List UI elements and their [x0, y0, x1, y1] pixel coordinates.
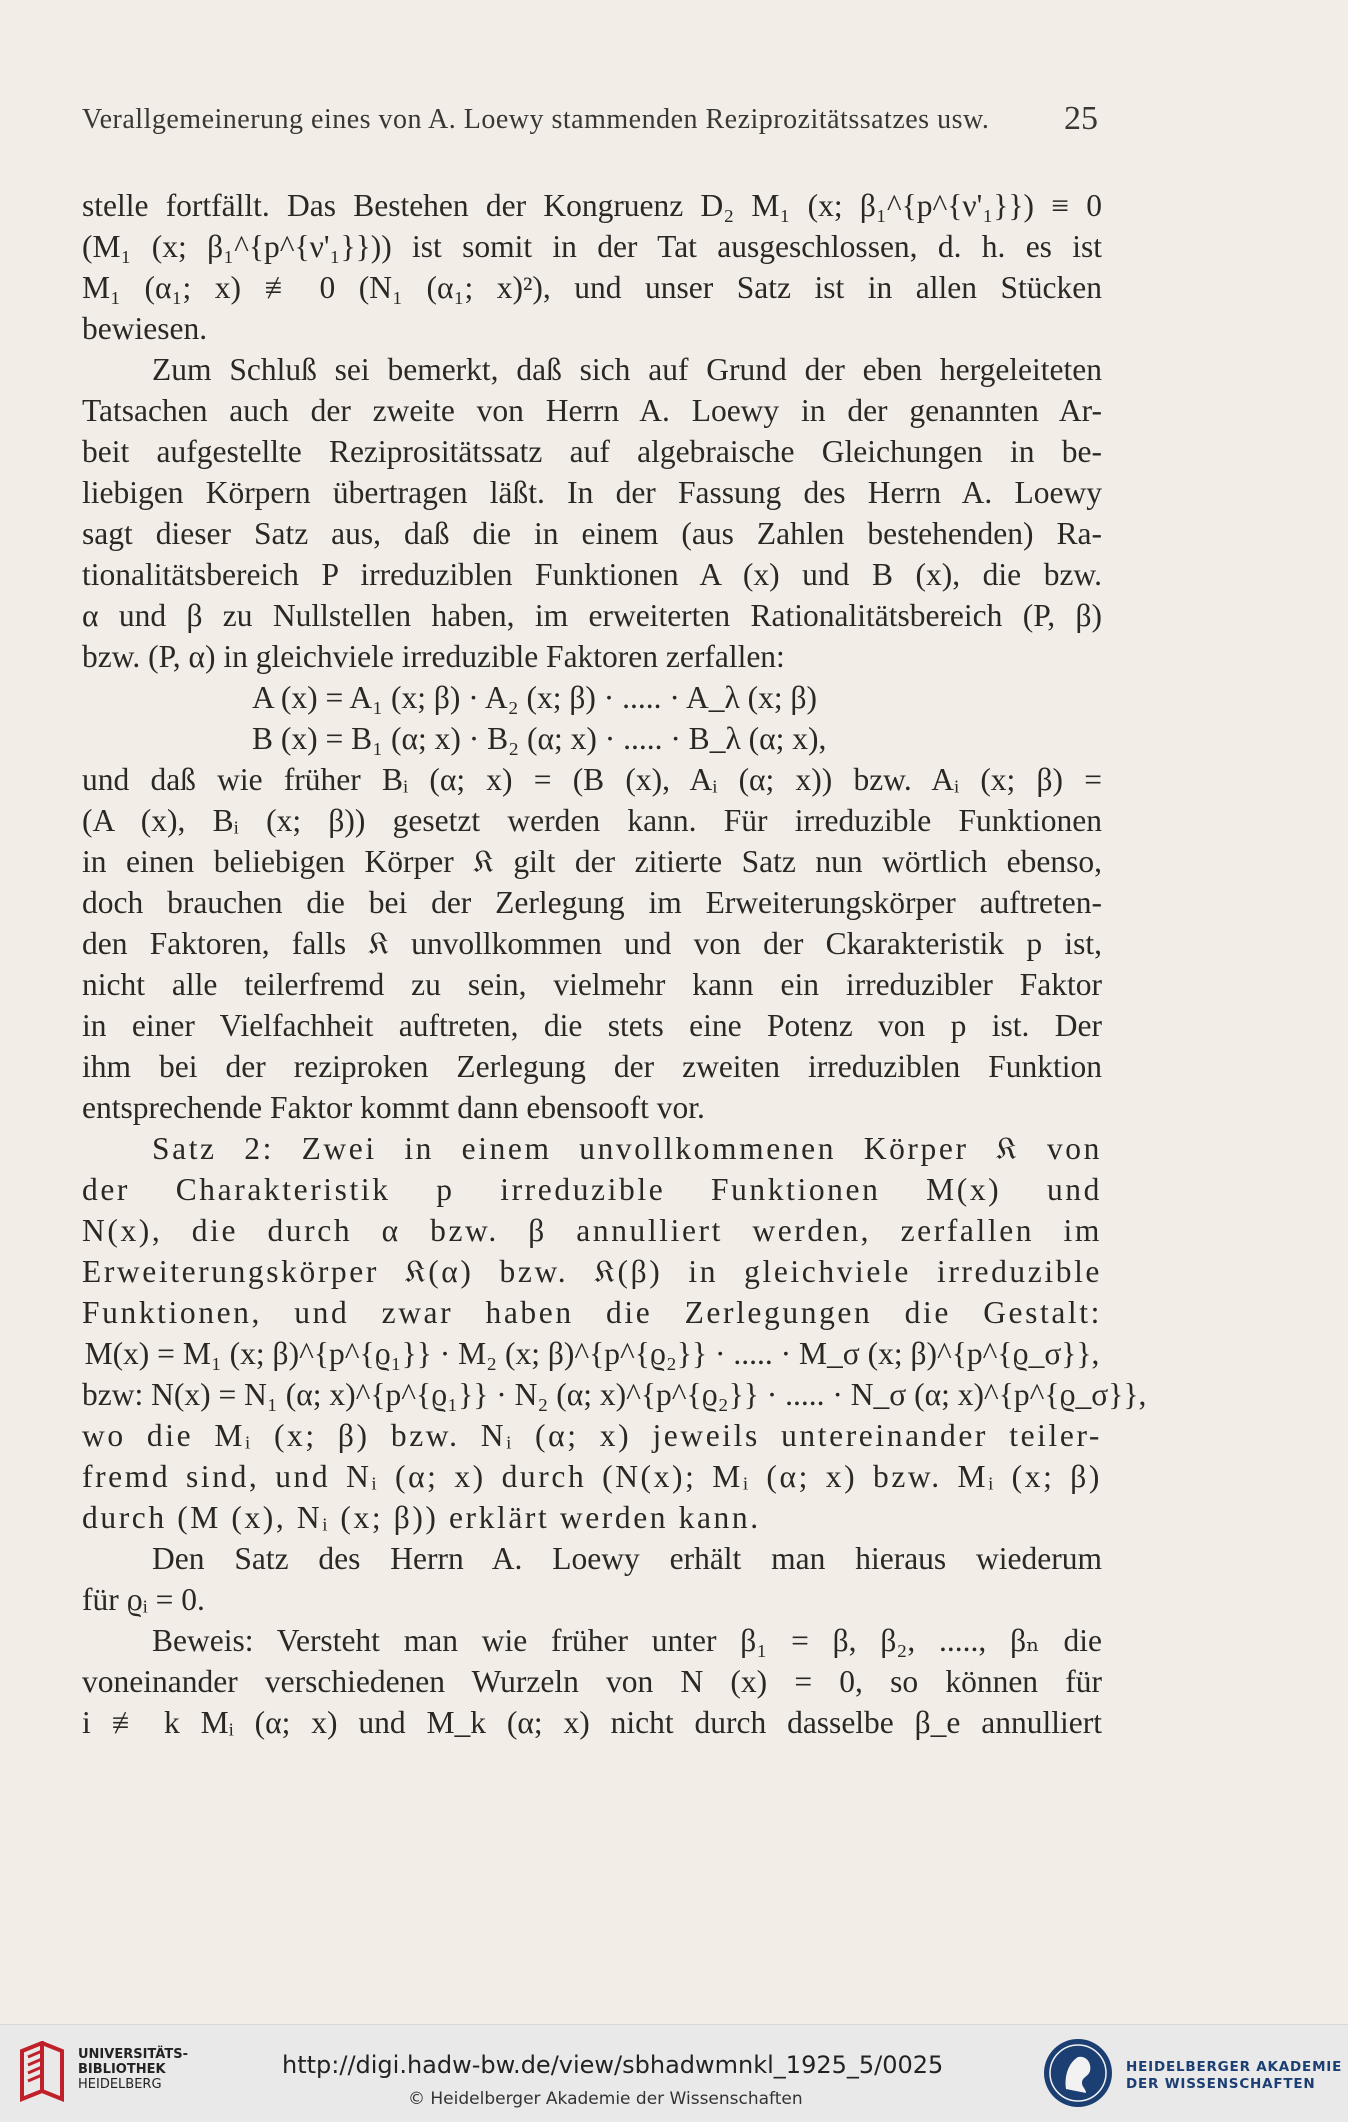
text-line: Beweis: Versteht man wie früher unter β₁ = β, β₂, ....., βₙ die	[152, 1623, 1102, 1658]
formula-line: M(x) = M₁ (x; β)^{p^{ϱ₁}} · M₂ (x; β)^{p^{ϱ₂}} · ..... · M_σ (x; β)^{p^{ϱ_σ}},	[84, 1336, 1100, 1371]
text-line: beit aufgestellte Reziprositätssatz auf algebraische Gleichungen in be-	[82, 434, 1102, 469]
theorem-line: wo die Mᵢ (x; β) bzw. Nᵢ (α; x) jeweils untereinander teiler-	[82, 1418, 1102, 1453]
viewer-footer	[0, 2024, 1348, 2122]
text-line: nicht alle teilerfremd zu sein, vielmehr kann ein irreduzibler Faktor	[82, 967, 1102, 1002]
formula-line: B (x) = B₁ (α; x) · B₂ (α; x) · ..... · B_λ (α; x),	[252, 721, 827, 756]
formula-line: bzw: N(x) = N₁ (α; x)^{p^{ϱ₁}} · N₂ (α; x)^{p^{ϱ₂}} · ..... · N_σ (α; x)^{p^{ϱ_σ}},	[82, 1377, 1147, 1412]
text-line: ihm bei der reziproken Zerlegung der zweiten irreduziblen Funktion	[82, 1049, 1102, 1084]
text-line: doch brauchen die bei der Zerlegung im Erweiterungskörper auftreten-	[82, 885, 1102, 920]
page-number: 25	[1064, 100, 1098, 137]
text-line: sagt dieser Satz aus, daß die in einem (aus Zahlen bestehenden) Ra-	[82, 516, 1102, 551]
text-line: bewiesen.	[82, 311, 208, 346]
text-line: liebigen Körpern übertragen läßt. In der Fassung des Herrn A. Loewy	[82, 475, 1102, 510]
text-line: M₁ (α₁; x) ≢ 0 (N₁ (α₁; x)²), und unser Satz ist in allen Stücken	[82, 270, 1102, 305]
formula-line: A (x) = A₁ (x; β) · A₂ (x; β) · ..... · A_λ (x; β)	[252, 680, 818, 715]
theorem-line: durch (M (x), Nᵢ (x; β)) erklärt werden kann.	[82, 1500, 761, 1535]
text-line: stelle fortfällt. Das Bestehen der Kongruenz D₂ M₁ (x; β₁^{p^{ν'₁}}) ≡ 0	[82, 188, 1102, 223]
university-library-logo-icon	[16, 2041, 68, 2105]
body-text	[82, 185, 1147, 1743]
theorem-line: fremd sind, und Nᵢ (α; x) durch (N(x); Mᵢ (α; x) bzw. Mᵢ (x; β)	[82, 1459, 1102, 1494]
academy-seal-icon	[1042, 2037, 1114, 2109]
theorem-line: Funktionen, und zwar haben die Zerlegungen die Gestalt:	[82, 1295, 1102, 1330]
academy-name: HEIDELBERGER AKADEMIE DER WISSENSCHAFTEN	[1126, 2059, 1343, 2092]
text-line: bzw. (P, α) in gleichviele irreduzible Faktoren zerfallen:	[82, 639, 785, 674]
university-library-name: UNIVERSITÄTS- BIBLIOTHEK HEIDELBERG	[78, 2047, 188, 2092]
text-line: für ϱᵢ = 0.	[82, 1582, 205, 1617]
running-header: Verallgemeinerung eines von A. Loewy stammenden Reziprozitätssatzes usw.	[82, 104, 990, 135]
text-line: in einen beliebigen Körper 𝔎 gilt der zitierte Satz nun wörtlich ebenso,	[82, 844, 1102, 879]
theorem-line: der Charakteristik p irreduzible Funktionen M(x) und	[82, 1172, 1102, 1207]
theorem-line: Satz 2: Zwei in einem unvollkommenen Körper 𝔎 von	[152, 1131, 1102, 1166]
text-line: (M₁ (x; β₁^{p^{ν'₁}})) ist somit in der Tat ausgeschlossen, d. h. es ist	[82, 229, 1102, 264]
text-line: Tatsachen auch der zweite von Herrn A. Loewy in der genannten Ar-	[82, 393, 1102, 428]
text-line: voneinander verschiedenen Wurzeln von N (x) = 0, so können für	[82, 1664, 1102, 1699]
permalink-url[interactable]: http://digi.hadw-bw.de/view/sbhadwmnkl_1925_5/0025	[282, 2051, 944, 2079]
text-line: Zum Schluß sei bemerkt, daß sich auf Grund der eben hergeleiteten	[152, 352, 1102, 387]
text-line: in einer Vielfachheit auftreten, die stets eine Potenz von p ist. Der	[82, 1008, 1102, 1043]
text-line: i ≢ k Mᵢ (α; x) und M_k (α; x) nicht durch dasselbe β_e annulliert	[82, 1705, 1102, 1740]
text-line: entsprechende Faktor kommt dann ebensooft vor.	[82, 1090, 705, 1125]
text-line: α und β zu Nullstellen haben, im erweiterten Rationalitätsbereich (P, β)	[82, 598, 1102, 633]
text-line: Den Satz des Herrn A. Loewy erhält man hieraus wiederum	[152, 1541, 1102, 1576]
text-line: (A (x), Bᵢ (x; β)) gesetzt werden kann. Für irreduzible Funktionen	[82, 803, 1102, 838]
theorem-line: Erweiterungskörper 𝔎(α) bzw. 𝔎(β) in gleichviele irreduzible	[82, 1254, 1102, 1289]
text-line: und daß wie früher Bᵢ (α; x) = (B (x), Aᵢ (α; x)) bzw. Aᵢ (x; β) =	[82, 762, 1102, 797]
text-line: tionalitätsbereich P irreduziblen Funktionen A (x) und B (x), die bzw.	[82, 557, 1102, 592]
theorem-line: N(x), die durch α bzw. β annulliert werden, zerfallen im	[82, 1213, 1102, 1248]
copyright-notice: © Heidelberger Akademie der Wissenschaften	[408, 2089, 803, 2109]
text-line: den Faktoren, falls 𝔎 unvollkommen und von der Ckarakteristik p ist,	[82, 926, 1102, 961]
